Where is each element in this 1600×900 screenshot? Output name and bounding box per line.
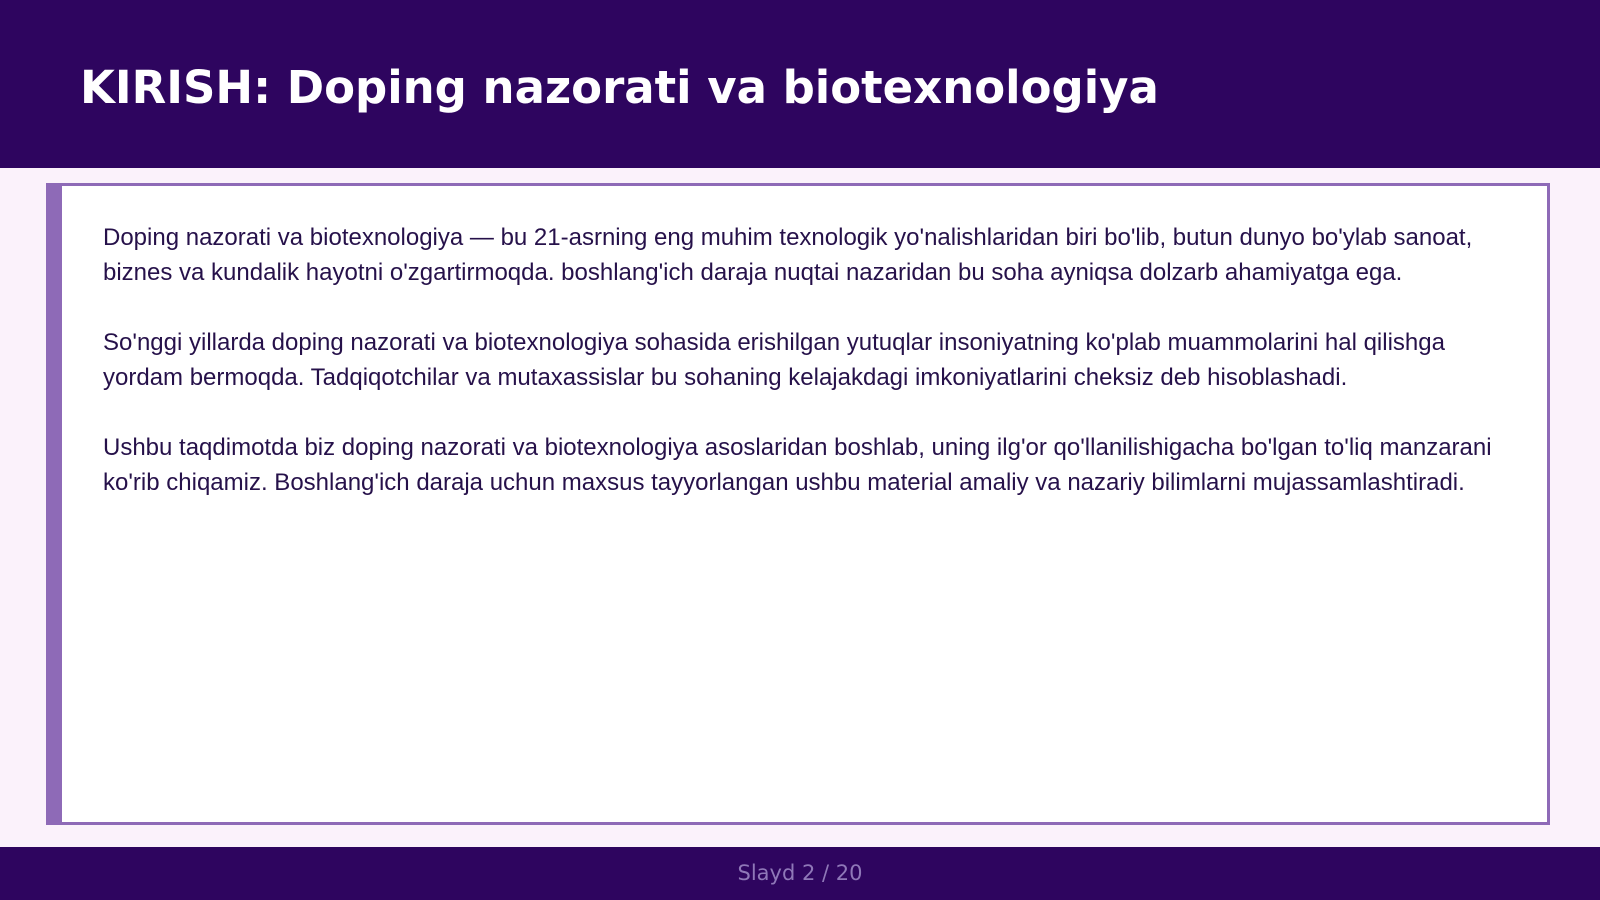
footer-bar: [0, 847, 1600, 900]
paragraph-2: So'nggi yillarda doping nazorati va biotexnologiya sohasida erishilgan yutuqlar insoniyatning ko'plab muammolarini hal qilishga yordam bermoqda. Tadqiqotchilar va mutaxassislar bu sohaning kelajakdagi imkoniyatlarini cheksiz deb hisoblashadi.: [103, 329, 1445, 391]
title-bar: [0, 0, 1600, 168]
content-text: [103, 220, 1513, 535]
slide-number: Slayd 2 / 20: [737, 861, 863, 885]
content-box: [46, 183, 1550, 825]
paragraph-1: Doping nazorati va biotexnologiya — bu 21-asrning eng muhim texnologik yo'nalishlaridan biri bo'lib, butun dunyo bo'ylab sanoat, biznes va kundalik hayotni o'zgartirmoqda. boshlang'ich daraja nuqtai nazaridan bu soha ayniqsa dolzarb ahamiyatga ega.: [103, 224, 1473, 286]
slide-title: KIRISH: Doping nazorati va biotexnologiya: [80, 61, 1159, 114]
paragraph-3: Ushbu taqdimotda biz doping nazorati va biotexnologiya asoslaridan boshlab, uning ilg'or qo'llanilishigacha bo'lgan to'liq manzarani ko'rib chiqamiz. Boshlang'ich daraja uchun maxsus tayyorlangan ushbu material amaliy va nazariy bilimlarni mujassamlashtiradi.: [103, 434, 1492, 496]
